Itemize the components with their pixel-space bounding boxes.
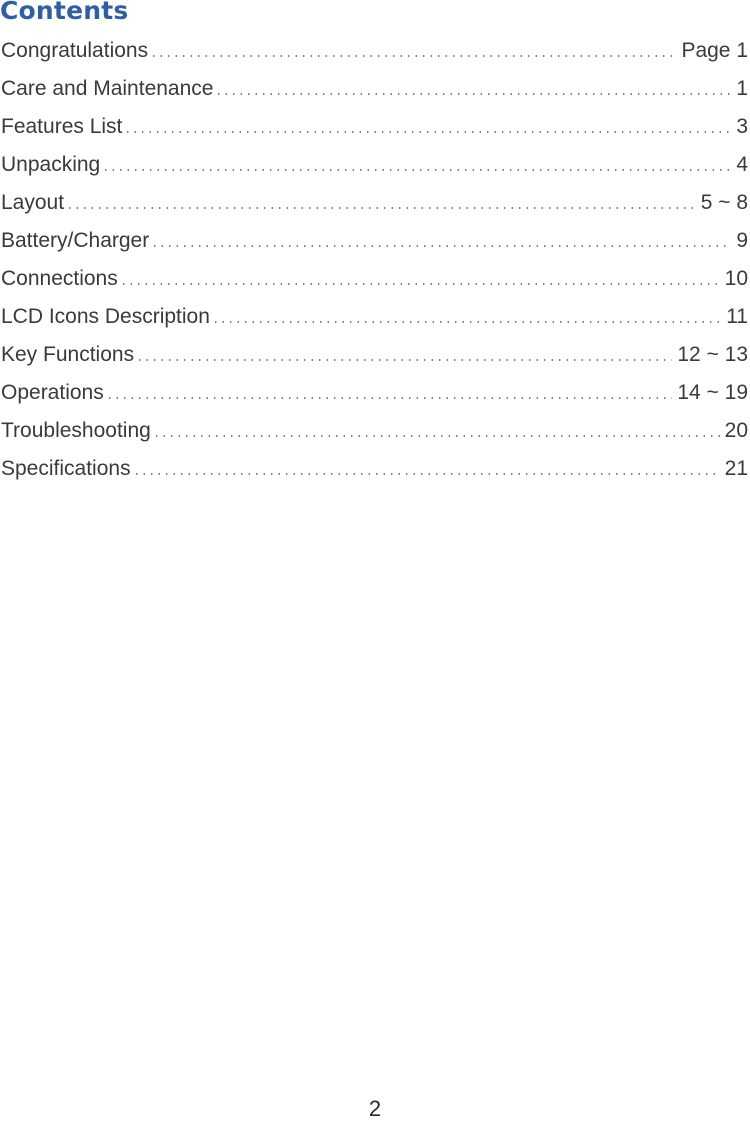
- toc-entry-page: 11: [723, 305, 748, 329]
- toc-entry-label: Key Functions: [1, 343, 135, 366]
- toc-entry-label: Congratulations: [1, 39, 149, 62]
- toc-entry: [0, 415, 750, 453]
- toc-entry-label: Specifications: [1, 457, 131, 480]
- leader-dots: [150, 55, 676, 57]
- toc-entry-label: Connections: [1, 267, 118, 290]
- leader-dots: [102, 169, 731, 171]
- toc-entry-page: 4: [733, 153, 748, 177]
- toc-entry-page: 14 ~ 19: [674, 381, 748, 405]
- toc-entry: [0, 263, 750, 301]
- toc-entry: [0, 111, 750, 149]
- toc-entry: [0, 187, 750, 225]
- toc-entry-label: Battery/Charger: [1, 229, 150, 252]
- toc-entry: [0, 301, 750, 339]
- toc-entry: [0, 339, 750, 377]
- leader-dots: [120, 283, 720, 285]
- toc-entry-page: 10: [722, 267, 748, 291]
- leader-dots: [106, 397, 673, 399]
- toc-entry-label: Layout: [1, 191, 65, 214]
- toc-entry-label: Operations: [1, 381, 104, 404]
- table-of-contents: [0, 35, 750, 491]
- toc-entry-page: 5 ~ 8: [698, 191, 748, 215]
- leader-dots: [66, 207, 696, 209]
- toc-entry-label: Features List: [1, 115, 123, 138]
- toc-entry: [0, 149, 750, 187]
- leader-dots: [124, 131, 731, 133]
- leader-dots: [133, 473, 720, 475]
- toc-entry-page: 9: [733, 229, 748, 253]
- toc-entry-label: Unpacking: [1, 153, 101, 176]
- toc-entry: [0, 35, 750, 73]
- contents-title: Contents: [0, 0, 129, 25]
- toc-entry: [0, 377, 750, 415]
- toc-entry: [0, 453, 750, 491]
- page-number: 2: [368, 1096, 382, 1121]
- toc-entry-page: Page 1: [678, 39, 748, 63]
- leader-dots: [215, 93, 731, 95]
- toc-entry-page: 1: [733, 77, 748, 101]
- leader-dots: [136, 359, 672, 361]
- toc-entry-label: Care and Maintenance: [1, 77, 214, 100]
- toc-entry-label: Troubleshooting: [1, 419, 151, 442]
- toc-entry-page: 20: [722, 419, 748, 443]
- toc-entry-page: 12 ~ 13: [674, 343, 748, 367]
- leader-dots: [153, 435, 720, 437]
- toc-entry: [0, 73, 750, 111]
- leader-dots: [212, 321, 721, 323]
- toc-entry-page: 3: [733, 115, 748, 139]
- toc-entry-page: 21: [722, 457, 748, 481]
- leader-dots: [151, 245, 731, 247]
- toc-entry-label: LCD Icons Description: [1, 305, 210, 328]
- toc-entry: [0, 225, 750, 263]
